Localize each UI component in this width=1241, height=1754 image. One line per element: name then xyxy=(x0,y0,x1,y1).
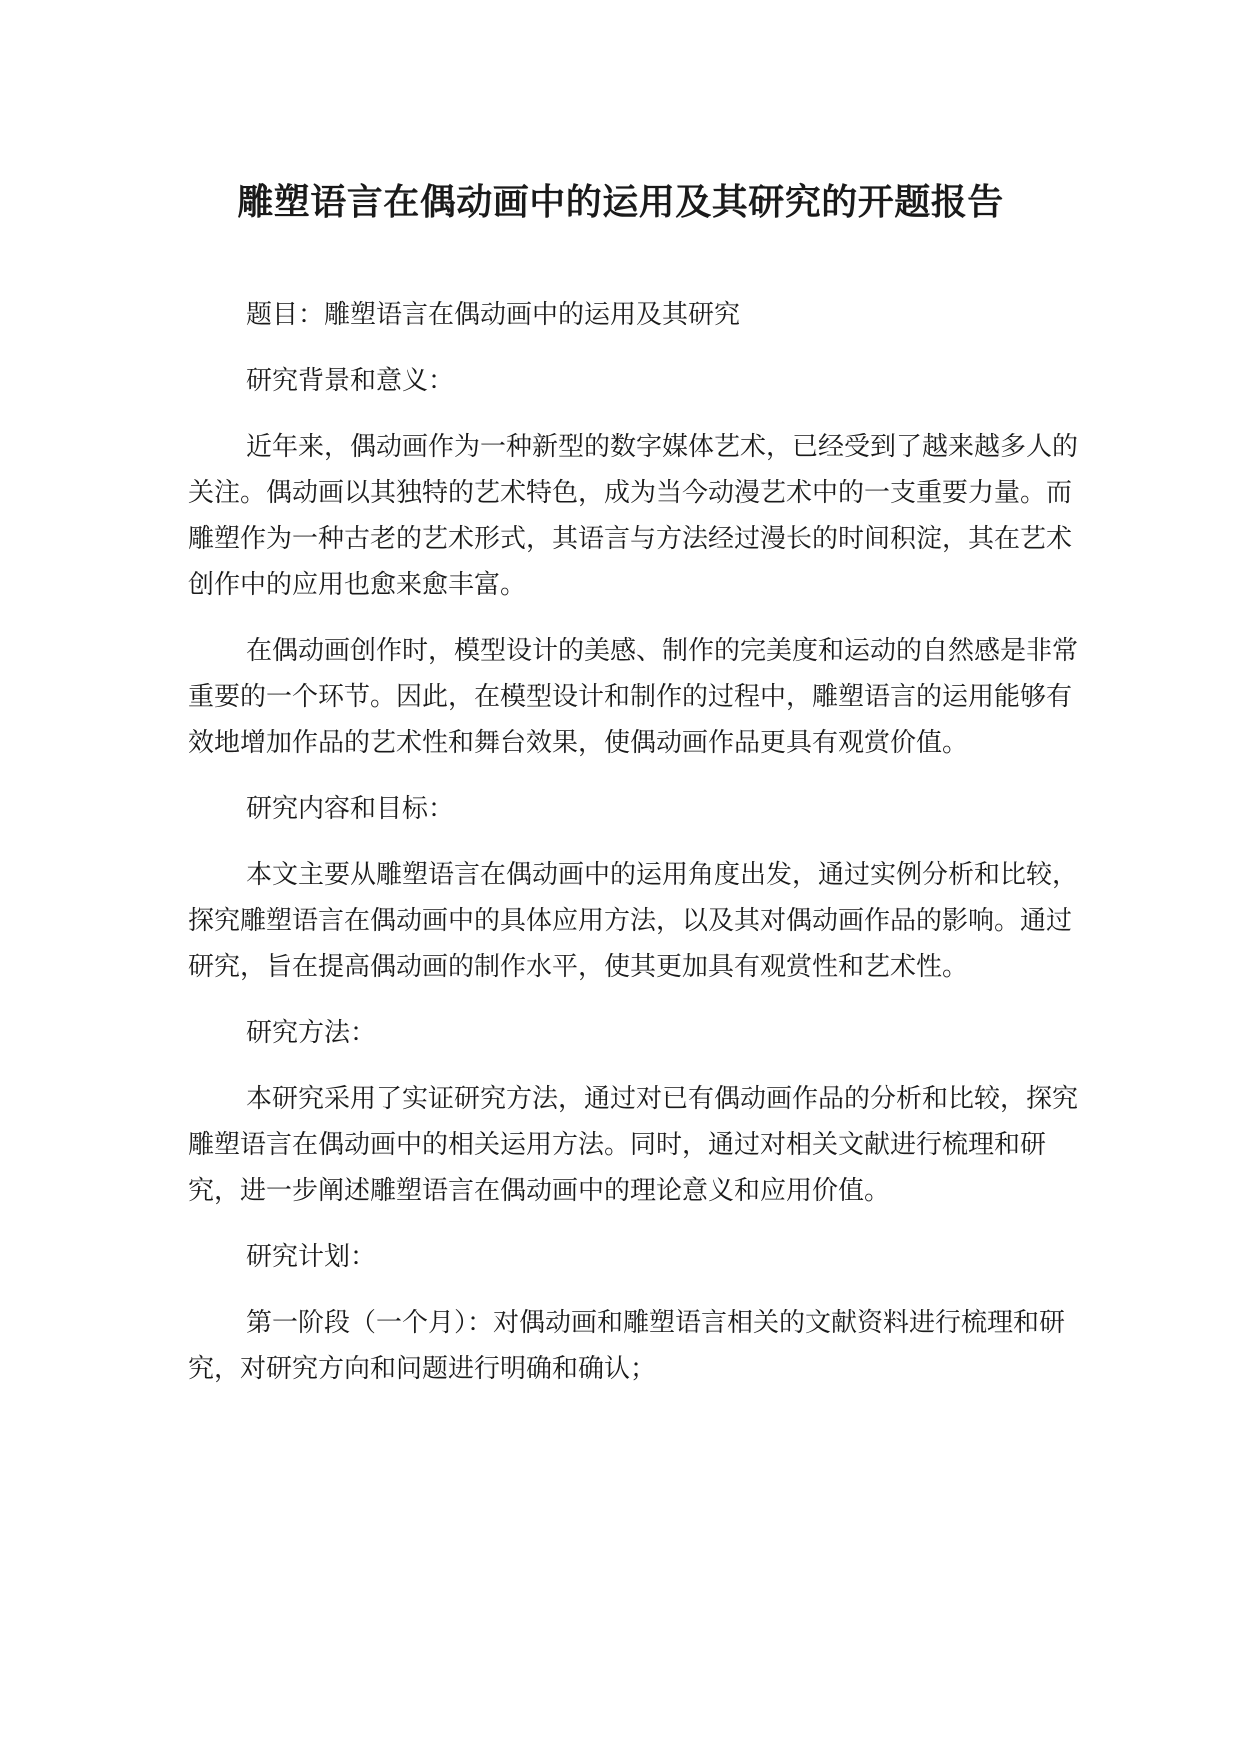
content-paragraph: 本文主要从雕塑语言在偶动画中的运用角度出发，通过实例分析和比较，探究雕塑语言在偶动画中的具体应用方法，以及其对偶动画作品的影响。通过研究，旨在提高偶动画的制作水平，使其更加具有观赏性和艺术性。 xyxy=(188,860,1079,982)
background-paragraph-2: 在偶动画创作时，模型设计的美感、制作的完美度和运动的自然感是非常重要的一个环节。因此，在模型设计和制作的过程中，雕塑语言的运用能够有效地增加作品的艺术性和舞台效果，使偶动画作品更具有观赏价值。 xyxy=(188,636,1079,758)
plan-paragraph-1: 第一阶段（一个月）：对偶动画和雕塑语言相关的文献资料进行梳理和研究，对研究方向和问题进行明确和确认； xyxy=(188,1308,1066,1384)
background-heading: 研究背景和意义： xyxy=(246,366,455,396)
document-title: 雕塑语言在偶动画中的运用及其研究的开题报告 xyxy=(237,182,1004,223)
method-heading: 研究方法： xyxy=(246,1018,377,1048)
content-heading: 研究内容和目标： xyxy=(246,794,455,824)
plan-heading: 研究计划： xyxy=(246,1242,377,1272)
document-body xyxy=(188,292,1088,1412)
method-paragraph: 本研究采用了实证研究方法，通过对已有偶动画作品的分析和比较，探究雕塑语言在偶动画中的相关运用方法。同时，通过对相关文献进行梳理和研究，进一步阐述雕塑语言在偶动画中的理论意义和应用价值。 xyxy=(188,1084,1079,1206)
background-paragraph-1: 近年来，偶动画作为一种新型的数字媒体艺术，已经受到了越来越多人的关注。偶动画以其独特的艺术特色，成为当今动漫艺术中的一支重要力量。而雕塑作为一种古老的艺术形式，其语言与方法经过漫长的时间积淀，其在艺术创作中的应用也愈来愈丰富。 xyxy=(188,432,1079,600)
topic-paragraph: 题目：雕塑语言在偶动画中的运用及其研究 xyxy=(246,300,741,330)
